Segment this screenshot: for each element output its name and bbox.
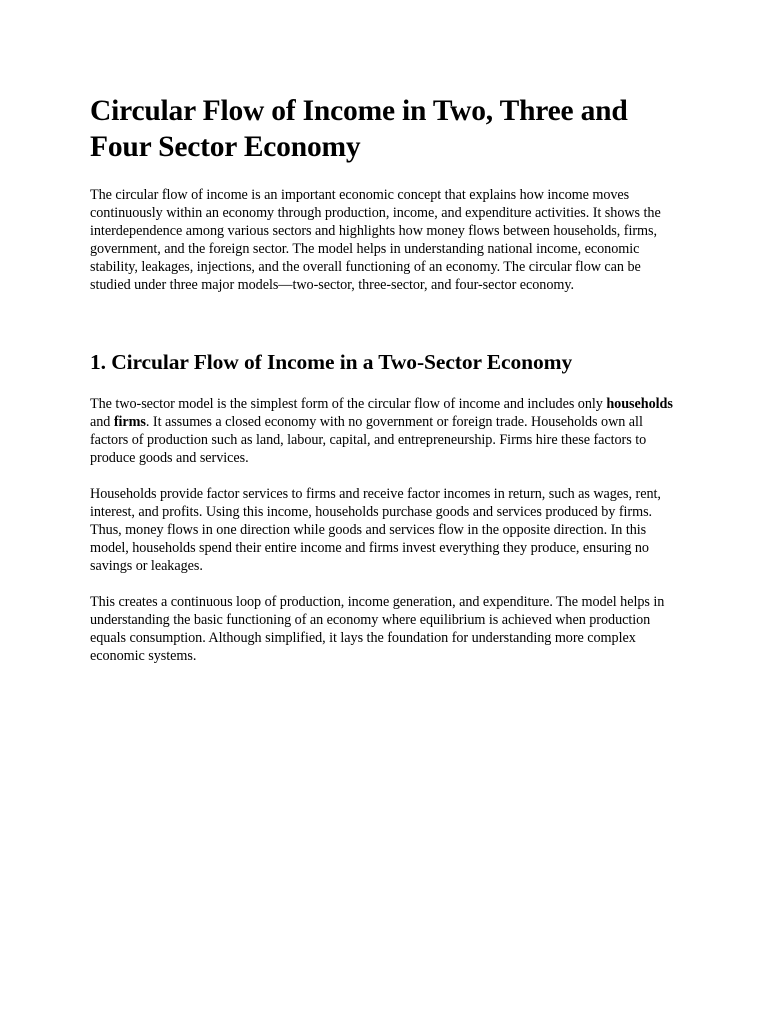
section1-paragraph-1: [90, 395, 676, 467]
section1-paragraph-2: Households provide factor services to firms and receive factor incomes in return, such as wages, rent, interest, and profits. Using this income, households purchase goods and services produced by firms. Thus, money flows in one direction while goods and services flow in the opposite direction. In this model, households spend their entire income and firms invest everything they produce, ensuring no savings or leakages.: [90, 486, 661, 574]
section-heading-two-sector: 1. Circular Flow of Income in a Two-Sector Economy: [90, 350, 573, 374]
intro-paragraph: The circular flow of income is an important economic concept that explains how income moves continuously within an economy through production, income, and expenditure activities. It shows the interdependence among various sectors and highlights how money flows between households, firms, government, and the foreign sector. The model helps in understanding national income, economic stability, leakages, injections, and the overall functioning of an economy. The circular flow can be studied under three major models—two-sector, three-sector, and four-sector economy.: [90, 187, 661, 293]
document-page: [90, 93, 676, 683]
section1-paragraph-3: This creates a continuous loop of production, income generation, and expenditure. The model helps in understanding the basic functioning of an economy where equilibrium is achieved when production equals consumption. Although simplified, it lays the foundation for understanding more complex economic systems.: [90, 594, 665, 664]
households-bold: households: [606, 396, 673, 412]
p1-text-1: The two-sector model is the simplest form of the circular flow of income and includes only: [90, 396, 607, 412]
p1-text-3: . It assumes a closed economy with no government or foreign trade. Households own all factors of production such as land, labour, capital, and entrepreneurship. Firms hire these factors to produce goods and services.: [90, 414, 647, 466]
firms-bold: firms: [113, 414, 146, 430]
page-title: Circular Flow of Income in Two, Three and Four Sector Economy: [90, 95, 628, 163]
p1-text-2: and: [90, 414, 114, 430]
